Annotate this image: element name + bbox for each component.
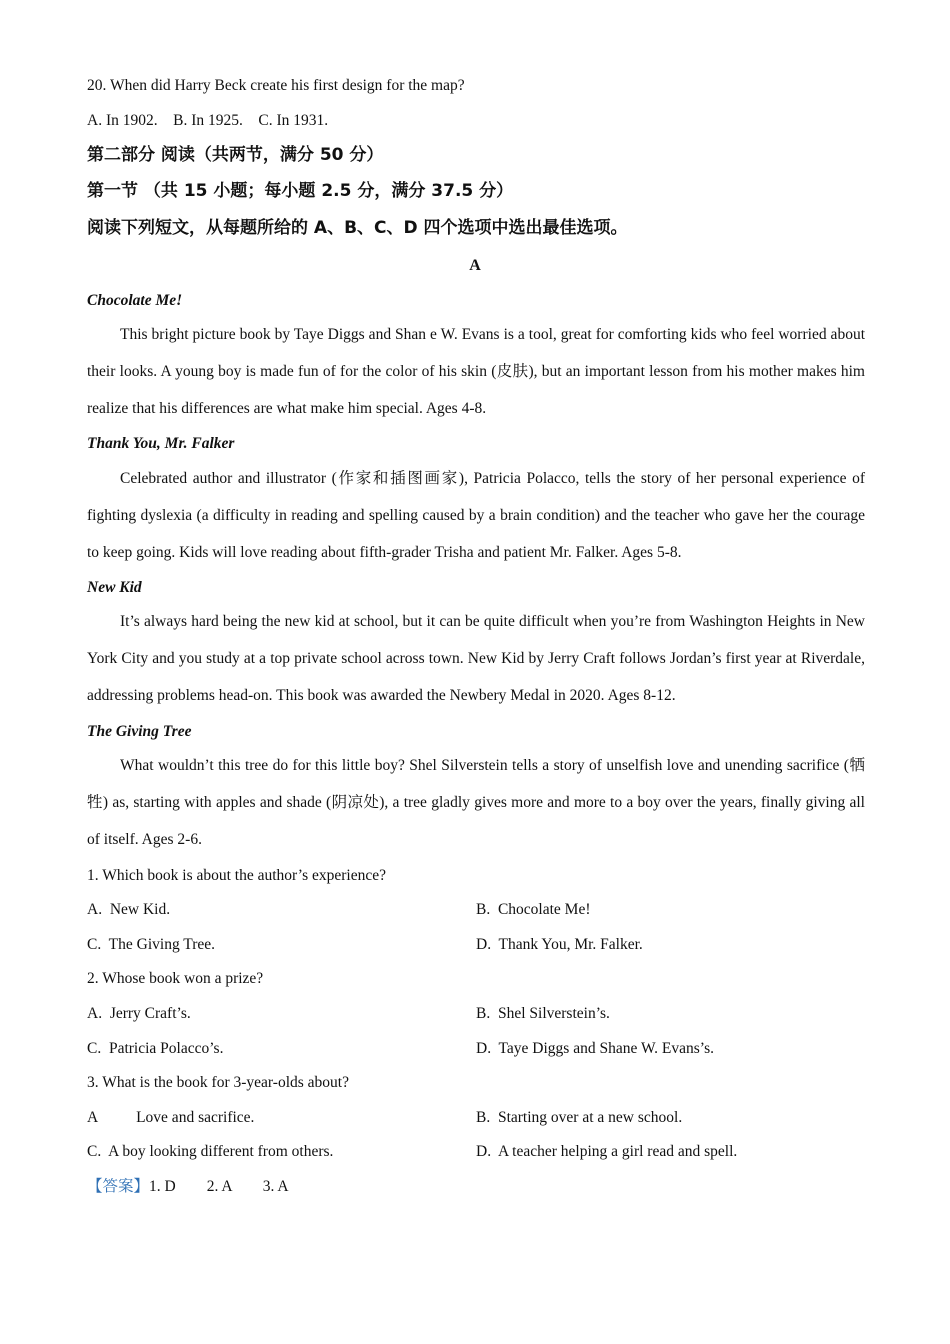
book-title: The Giving Tree: [87, 723, 192, 740]
book-description: This bright picture book by Taye Diggs and Shan e W. Evans is a tool, great for comforting kids who feel worried about their looks. A young boy is made fun of for the color of his skin (皮肤), but an important lesson from his mother makes him realize that his differences are what make him special. Ages 4-8.: [87, 326, 865, 417]
book-title: New Kid: [87, 579, 142, 596]
book-description: Celebrated author and illustrator (作家和插图画家), Patricia Polacco, tells the story of her personal experience of fighting dyslexia (a difficulty in reading and spelling caused by a brain condition) and the teacher who gave her the courage to keep going. Kids will love reading about fifth-grader Trisha and patient Mr. Falker. Ages 5-8.: [87, 470, 865, 561]
option-b: B. Starting over at a new school.: [476, 1109, 683, 1126]
option-c: C. A boy looking different from others.: [87, 1143, 334, 1160]
option-d: D. A teacher helping a girl read and spell.: [476, 1143, 738, 1160]
option-d: D. Taye Diggs and Shane W. Evans’s.: [476, 1040, 714, 1057]
book-title: Thank You, Mr. Falker: [87, 435, 235, 452]
option-a: A. Jerry Craft’s.: [87, 1005, 191, 1022]
subsection-heading: 第一节 （共 15 小题；每小题 2.5 分，满分 37.5 分）: [87, 181, 514, 201]
book-description: What wouldn’t this tree do for this little boy? Shel Silverstein tells a story of unselfish love and unending sacrifice (牺牲) as, starting with apples and shade (阴凉处), a tree gladly gives more and more to a boy over the years, finally giving all of itself. Ages 2-6.: [87, 757, 865, 848]
option-b: B. Shel Silverstein’s.: [476, 1005, 610, 1022]
book-title: Chocolate Me!: [87, 292, 183, 309]
option-c: C. The Giving Tree.: [87, 936, 216, 953]
part-heading: 第二部分 阅读（共两节，满分 50 分）: [87, 145, 384, 165]
option-a: A Love and sacrifice.: [87, 1109, 255, 1126]
prev-question-options: A. In 1902. B. In 1925. C. In 1931.: [87, 112, 329, 129]
option-c: C. Patricia Polacco’s.: [87, 1040, 224, 1057]
question-stem: 3. What is the book for 3-year-olds about?: [87, 1074, 349, 1091]
prev-question-stem: 20. When did Harry Beck create his first design for the map?: [87, 77, 465, 94]
book-description: It’s always hard being the new kid at school, but it can be quite difficult when you’re from Washington Heights in New York City and you study at a top private school across town. New Kid by Jerry Craft follows Jordan’s first year at Riverdale, addressing problems head-on. This book was awarded the Newbery Medal in 2020. Ages 8-12.: [87, 613, 865, 704]
answer-label: 【答案】: [87, 1178, 150, 1195]
option-a: A. New Kid.: [87, 901, 171, 918]
answer-line: [87, 1177, 289, 1197]
option-b: B. Chocolate Me!: [476, 901, 591, 918]
question-stem: 2. Whose book won a prize?: [87, 970, 264, 987]
answer-text: 1. D 2. A 3. A: [149, 1178, 289, 1195]
question-stem: 1. Which book is about the author’s experience?: [87, 867, 387, 884]
instruction: 阅读下列短文，从每题所给的 A、B、C、D 四个选项中选出最佳选项。: [87, 218, 628, 238]
passage-label: A: [469, 257, 481, 274]
option-d: D. Thank You, Mr. Falker.: [476, 936, 643, 953]
